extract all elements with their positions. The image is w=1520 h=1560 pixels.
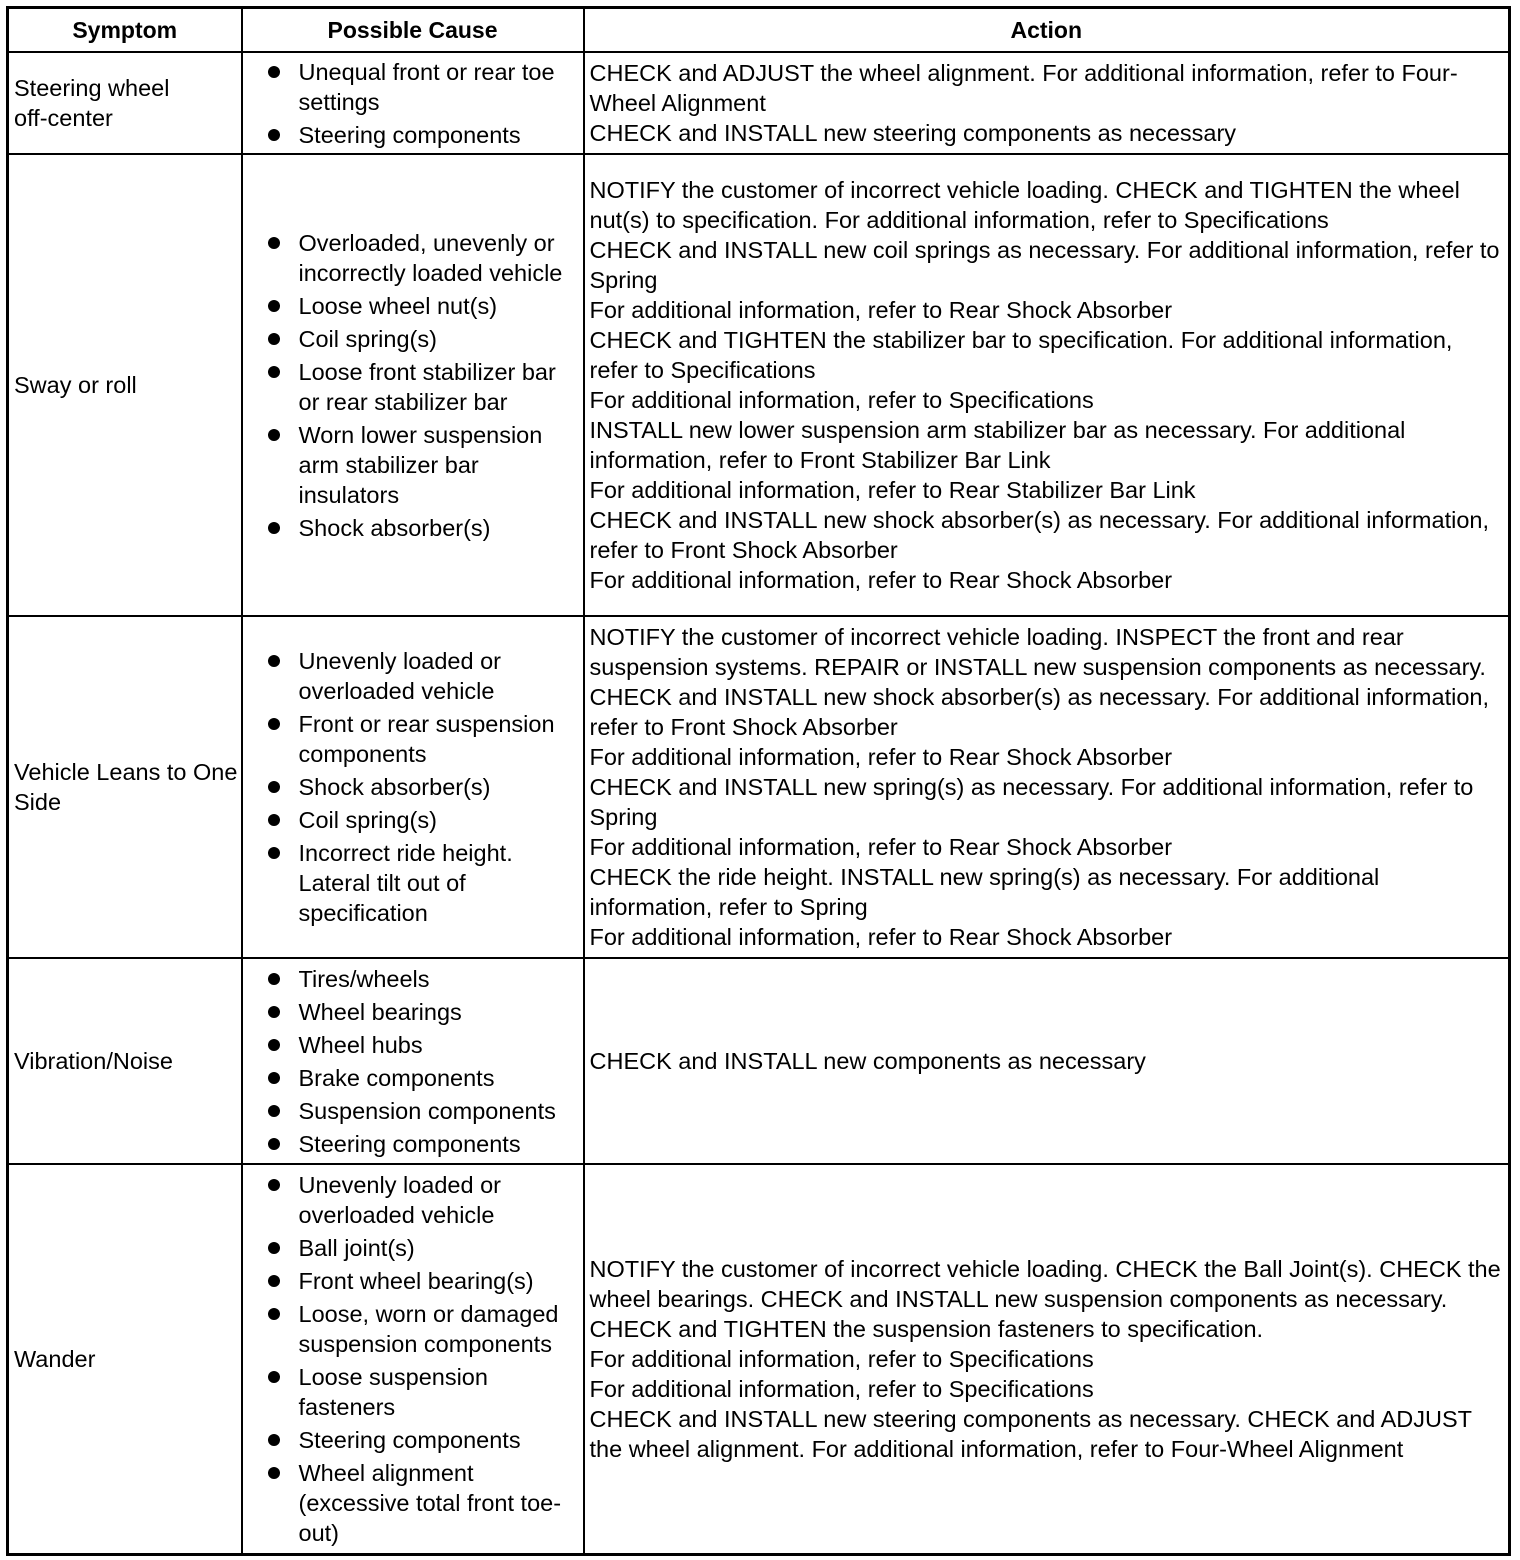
bullet-icon [268, 847, 280, 859]
bullet-icon [268, 1039, 280, 1051]
cause-item [267, 838, 583, 928]
header-row [8, 8, 1510, 53]
cause-text: Wheel bearings [298, 998, 462, 1025]
bullet-icon [268, 1072, 280, 1084]
cause-item [267, 1299, 583, 1359]
possible-cause-cell [242, 616, 584, 958]
bullet-icon [268, 300, 280, 312]
bullet-icon [268, 429, 280, 441]
bullet-icon [268, 1371, 280, 1383]
cause-text: Steering components [298, 1426, 521, 1453]
bullet-icon [268, 1434, 280, 1446]
action-text: CHECK the ride height. INSTALL new spring(s) as necessary. For additional information, refer to Spring [589, 864, 1380, 920]
cause-text: Suspension components [298, 1097, 556, 1124]
action-text: CHECK and TIGHTEN the stabilizer bar to specification. For additional information, refer to Specifications [589, 327, 1453, 383]
cause-item [267, 324, 583, 354]
action-text: CHECK and INSTALL new steering components as necessary. CHECK and ADJUST the wheel alignment. For additional information, refer to Four-Wheel Alignment [589, 1405, 1472, 1462]
table-row [8, 1164, 1510, 1554]
cause-item [267, 964, 583, 994]
cause-item [267, 772, 583, 802]
action-text: NOTIFY the customer of incorrect vehicle loading. INSPECT the front and rear suspension systems. REPAIR or INSTALL new suspension components as necessary. CHECK and INSTALL new shock absorber(s) as necessary. For additional information, refer to Front Shock Absorber [589, 624, 1489, 740]
cause-list [243, 646, 583, 928]
cause-item [267, 1425, 583, 1455]
cause-item [267, 1096, 583, 1126]
bullet-icon [268, 718, 280, 730]
action-cell [584, 1164, 1510, 1554]
cause-text: Shock absorber(s) [298, 774, 491, 800]
cause-list [243, 964, 583, 1159]
bullet-icon [268, 237, 280, 249]
cause-text: Unevenly loaded or overloaded vehicle [298, 1171, 501, 1228]
bullet-icon [268, 814, 280, 826]
table-row [8, 616, 1510, 958]
table-row [8, 154, 1510, 616]
cause-text: Tires/wheels [298, 965, 430, 992]
symptom-cell: Wander [8, 1164, 242, 1554]
symptom-cell: Vibration/Noise [8, 958, 242, 1164]
action-cell [584, 958, 1510, 1164]
bullet-icon [268, 1275, 280, 1287]
bullet-icon [268, 129, 280, 141]
cause-list [243, 57, 583, 150]
action-text: NOTIFY the customer of incorrect vehicle loading. CHECK the Ball Joint(s). CHECK the wheel bearings. CHECK and INSTALL new suspension components as necessary. CHECK and TIGHTEN the suspension fasteners to specification. [589, 1255, 1501, 1342]
bullet-icon [268, 1467, 280, 1479]
possible-cause-cell [242, 958, 584, 1164]
cause-item [267, 357, 583, 417]
header-possible-cause: Possible Cause [242, 8, 584, 53]
action-text: For additional information, refer to Rear Shock Absorber [589, 297, 1173, 323]
cause-text: Shock absorber(s) [298, 514, 491, 541]
action-text: CHECK and INSTALL new coil springs as necessary. For additional information, refer to Spring [589, 237, 1500, 293]
cause-item [267, 1362, 583, 1422]
table-row [8, 958, 1510, 1164]
bullet-icon [268, 655, 280, 667]
cause-item [267, 997, 583, 1027]
cause-text: Steering components [298, 121, 521, 148]
bullet-icon [268, 1242, 280, 1254]
action-text: For additional information, refer to Rear Shock Absorber [589, 744, 1173, 770]
header-action: Action [584, 8, 1510, 53]
action-text: CHECK and INSTALL new spring(s) as necessary. For additional information, refer to Spring [589, 774, 1474, 830]
symptom-cell: Steering wheel off-center [8, 52, 242, 154]
cause-item [267, 1129, 583, 1159]
cause-text: Ball joint(s) [298, 1234, 415, 1261]
symptom-cell: Vehicle Leans to One Side [8, 616, 242, 958]
action-text: For additional information, refer to Specifications [589, 1345, 1094, 1372]
bullet-icon [268, 333, 280, 345]
cause-text: Wheel hubs [298, 1031, 423, 1058]
cause-text: Unevenly loaded or overloaded vehicle [298, 648, 501, 704]
bullet-icon [268, 66, 280, 78]
action-cell [584, 616, 1510, 958]
action-text: INSTALL new lower suspension arm stabilizer bar as necessary. For additional information, refer to Front Stabilizer Bar Link [589, 417, 1406, 473]
cause-text: Overloaded, unevenly or incorrectly loaded vehicle [298, 229, 563, 286]
cause-text: Front wheel bearing(s) [298, 1267, 534, 1294]
cause-item [267, 1063, 583, 1093]
cause-item [267, 57, 583, 117]
action-text: For additional information, refer to Specifications [589, 1375, 1094, 1402]
bullet-icon [268, 366, 280, 378]
action-text: For additional information, refer to Rear Shock Absorber [589, 567, 1173, 593]
bullet-icon [268, 1179, 280, 1191]
cause-item [267, 805, 583, 835]
bullet-icon [268, 522, 280, 534]
cause-item [267, 228, 583, 288]
table-row [8, 52, 1510, 154]
cause-text: Loose front stabilizer bar or rear stabilizer bar [298, 358, 556, 415]
possible-cause-cell [242, 154, 584, 616]
cause-item [267, 513, 583, 543]
action-text: CHECK and INSTALL new steering components as necessary [589, 120, 1237, 146]
possible-cause-cell [242, 1164, 584, 1554]
cause-item [267, 420, 583, 510]
cause-text: Loose suspension fasteners [298, 1363, 488, 1420]
bullet-icon [268, 973, 280, 985]
cause-text: Wheel alignment (excessive total front toe-out) [298, 1459, 562, 1546]
possible-cause-cell [242, 52, 584, 154]
action-text: For additional information, refer to Rear Stabilizer Bar Link [589, 477, 1196, 503]
diagnosis-table [6, 6, 1511, 1556]
cause-item [267, 709, 583, 769]
cause-item [267, 1233, 583, 1263]
cause-text: Coil spring(s) [298, 325, 437, 352]
cause-item [267, 291, 583, 321]
bullet-icon [268, 1308, 280, 1320]
cause-text: Steering components [298, 1130, 521, 1157]
action-cell [584, 52, 1510, 154]
cause-text: Loose wheel nut(s) [298, 292, 498, 319]
cause-item [267, 1266, 583, 1296]
cause-item [267, 646, 583, 706]
symptom-cell: Sway or roll [8, 154, 242, 616]
cause-item [267, 1458, 583, 1548]
action-text: NOTIFY the customer of incorrect vehicle loading. CHECK and TIGHTEN the wheel nut(s) to specification. For additional information, refer to Specifications [589, 177, 1460, 233]
action-text: For additional information, refer to Rear Shock Absorber [589, 924, 1173, 950]
cause-item [267, 120, 583, 150]
cause-item [267, 1030, 583, 1060]
header-symptom: Symptom [8, 8, 242, 53]
cause-text: Worn lower suspension arm stabilizer bar insulators [298, 421, 543, 508]
cause-item [267, 1170, 583, 1230]
bullet-icon [268, 1105, 280, 1117]
cause-text: Front or rear suspension components [298, 711, 555, 767]
action-text: CHECK and INSTALL new components as necessary [589, 1048, 1146, 1074]
action-text: For additional information, refer to Rear Shock Absorber [589, 834, 1173, 860]
cause-text: Unequal front or rear toe settings [298, 58, 555, 115]
cause-text: Incorrect ride height. Lateral tilt out of specification [298, 840, 513, 926]
action-text: CHECK and INSTALL new shock absorber(s) as necessary. For additional information, refer to Front Shock Absorber [589, 507, 1489, 563]
bullet-icon [268, 1006, 280, 1018]
cause-text: Brake components [298, 1064, 495, 1091]
action-text: CHECK and ADJUST the wheel alignment. For additional information, refer to Four-Wheel Alignment [589, 60, 1458, 116]
bullet-icon [268, 781, 280, 793]
action-cell [584, 154, 1510, 616]
cause-list [243, 228, 583, 543]
cause-text: Coil spring(s) [298, 807, 437, 833]
action-text: For additional information, refer to Specifications [589, 387, 1094, 413]
bullet-icon [268, 1138, 280, 1150]
cause-list [243, 1170, 583, 1548]
cause-text: Loose, worn or damaged suspension components [298, 1300, 559, 1357]
